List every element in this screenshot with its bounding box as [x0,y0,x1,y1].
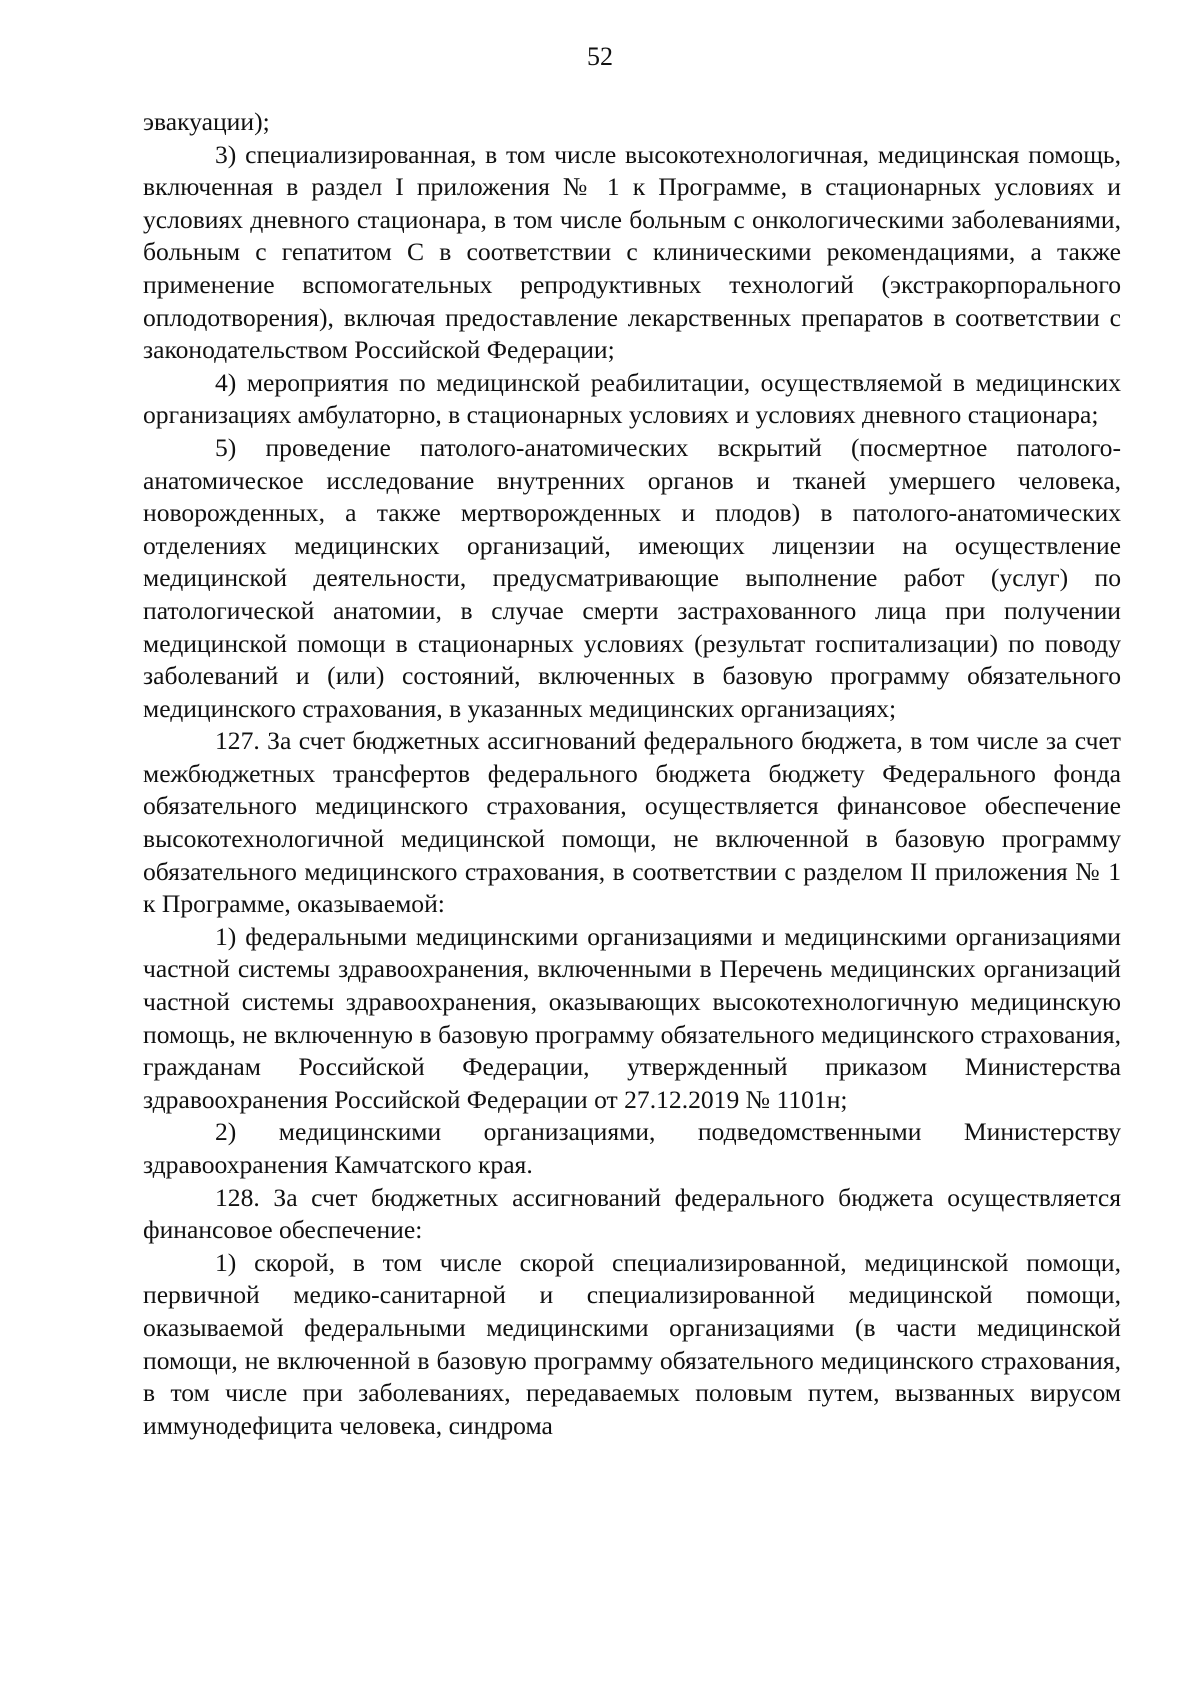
paragraph: 5) проведение патолого-анатомических вскрытий (посмертное патолого-анатомическое исследование внутренних органов и тканей умершего человека, новорожденных, а также мертворожденных и плодов) в патолого-анатомических отделениях медицинских организаций, имеющих лицензии на осуществление медицинской деятельности, предусматривающие выполнение работ (услуг) по патологической анатомии, в случае смерти застрахованного лица при получении медицинской помощи в стационарных условиях (результат госпитализации) по поводу заболеваний и (или) состояний, включенных в базовую программу обязательного медицинского страхования, в указанных медицинских организациях; [143,432,1121,723]
paragraph: 128. За счет бюджетных ассигнований федерального бюджета осуществляется финансовое обеспечение: [143,1182,1121,1245]
paragraph: 4) мероприятия по медицинской реабилитации, осуществляемой в медицинских организациях амбулаторно, в стационарных условиях и условиях дневного стационара; [143,367,1121,430]
paragraph: 2) медицинскими организациями, подведомственными Министерству здравоохранения Камчатского края. [143,1117,1121,1179]
paragraph: 127. За счет бюджетных ассигнований федерального бюджета, в том числе за счет межбюджетных трансфертов федерального бюджета бюджету Федерального фонда обязательного медицинского страхования, осуществляется финансовое обеспечение высокотехнологичной медицинской помощи, не включенной в базовую программу обязательного медицинского страхования, в соответствии с разделом II приложения № 1 к Программе, оказываемой: [143,726,1121,919]
paragraph: 3) специализированная, в том числе высокотехнологичная, медицинская помощь, включенная в раздел I приложения № 1 к Программе, в стационарных условиях и условиях дневного стационара, в том числе больным с онкологическими заболеваниями, больным с гепатитом С в соответствии с клиническими рекомендациями, а также применение вспомогательных репродуктивных технологий (экстракорпорального оплодотворения), включая предоставление лекарственных препаратов в соответствии с законодательством Российской Федерации; [143,139,1121,365]
page-number: 52 [587,42,613,71]
paragraph: 1) скорой, в том числе скорой специализированной, медицинской помощи, первичной медико-санитарной и специализированной медицинской помощи, оказываемой федеральными медицинскими организациями (в части медицинской помощи, не включенной в базовую программу обязательного медицинского страхования, в том числе при заболеваниях, передаваемых половым путем, вызванных вирусом иммунодефицита человека, синдрома [143,1247,1121,1440]
document-body [143,106,1121,1442]
paragraph: 1) федеральными медицинскими организациями и медицинскими организациями частной системы здравоохранения, включенными в Перечень медицинских организаций частной системы здравоохранения, оказывающих высокотехнологичную медицинскую помощь, не включенную в базовую программу обязательного медицинского страхования, гражданам Российской Федерации, утвержденный приказом Министерства здравоохранения Российской Федерации от 27.12.2019 № 1101н; [143,921,1121,1114]
paragraph: эвакуации); [143,107,270,136]
